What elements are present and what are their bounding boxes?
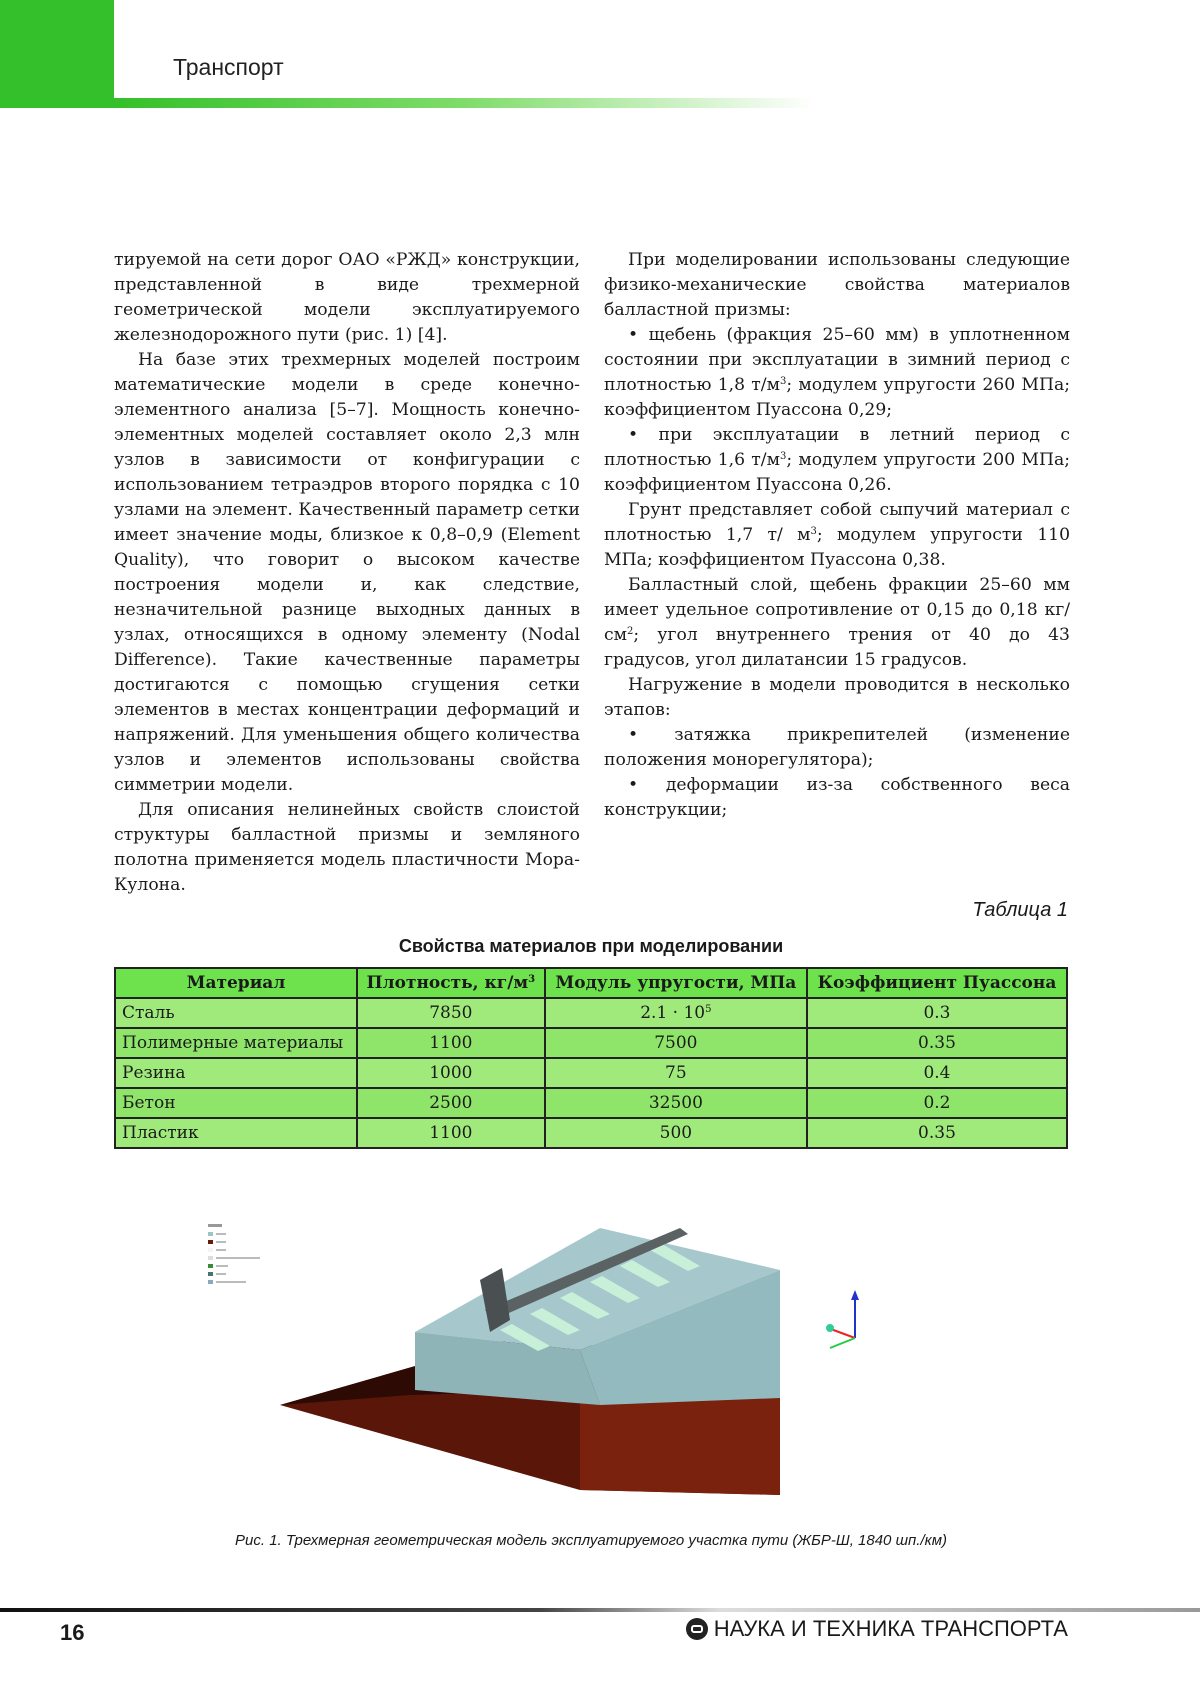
table-cell: 0.4	[807, 1058, 1067, 1088]
table-header-cell: Коэффициент Пуассона	[807, 968, 1067, 998]
page-number: 16	[60, 1620, 85, 1645]
footer-line	[0, 1608, 1200, 1612]
table-cell: 7500	[545, 1028, 807, 1058]
table-cell: 7850	[357, 998, 545, 1028]
journal-title: НАУКА И ТЕХНИКА ТРАНСПОРТА	[713, 1616, 1068, 1641]
table-cell: 75	[545, 1058, 807, 1088]
axes-triad-icon	[826, 1290, 859, 1348]
journal-logo-icon	[686, 1618, 708, 1640]
table-row	[115, 1058, 1067, 1088]
paragraph: Грунт представляет собой сыпучий материал с плотностью 1,7 т/ $м^3$; модулем упругости 110 МПа; коэффициентом Пуассона 0,38.	[604, 500, 1070, 570]
materials-table	[114, 967, 1068, 1149]
table-cell: 1100	[357, 1028, 545, 1058]
table-cell: $2.1 \cdot 10^5$	[545, 998, 807, 1028]
header-green-block	[0, 0, 114, 108]
table-cell: 0.35	[807, 1118, 1067, 1148]
table-header-cell: Плотность, $кг/м^3$	[357, 968, 545, 998]
table-cell: 0.3	[807, 998, 1067, 1028]
paragraph: • при эксплуатации в летний период с плотностью 1,6 $т/м^3$; модулем упругости 200 МПа; коэффициентом Пуассона 0,26.	[604, 425, 1070, 495]
table-title: Свойства материалов при моделировании	[398, 936, 784, 956]
table-header-cell: Материал	[115, 968, 357, 998]
table-cell: 32500	[545, 1088, 807, 1118]
table-cell: Резина	[115, 1058, 357, 1088]
journal-name	[686, 1616, 1068, 1642]
header-gradient-line	[114, 98, 814, 108]
table-cell: 0.2	[807, 1088, 1067, 1118]
table-cell: 1100	[357, 1118, 545, 1148]
right-text-column	[604, 248, 1070, 823]
table-row	[115, 1088, 1067, 1118]
section-title: Транспорт	[173, 54, 284, 80]
table-cell: Полимерные материалы	[115, 1028, 357, 1058]
paragraph: Балластный слой, щебень фракции 25–60 мм имеет удельное сопротивление от 0,15 до 0,18 $кг/см^2$; угол внутреннего трения от 40 до 43 градусов, угол дилатансии 15 градусов.	[604, 575, 1070, 670]
paragraph: Нагружение в модели проводится в несколько этапов:	[604, 675, 1070, 720]
paragraph: • затяжка прикрепителей (изменение положения монорегулятора);	[604, 725, 1070, 770]
table-header-cell: Модуль упругости, МПа	[545, 968, 807, 998]
table-row	[115, 998, 1067, 1028]
figure-legend	[208, 1224, 260, 1284]
paragraph: При моделировании использованы следующие физико-механические свойства материалов балластной призмы:	[604, 250, 1070, 320]
table-caption: Таблица 1	[972, 899, 1068, 921]
figure-caption: Рис. 1. Трехмерная геометрическая модель эксплуатируемого участка пути (ЖБР-Ш, 1840 шп./км)	[235, 1532, 947, 1549]
table-cell: 0.35	[807, 1028, 1067, 1058]
table-cell: 1000	[357, 1058, 545, 1088]
paragraph: • щебень (фракция 25–60 мм) в уплотненном состоянии при эксплуатации в зимний период с плотностью 1,8 $т/м^3$; модулем упругости 260 МПа; коэффициентом Пуассона 0,29;	[604, 325, 1070, 420]
table-cell: Бетон	[115, 1088, 357, 1118]
table-row	[115, 1028, 1067, 1058]
soil-right-face	[580, 1390, 780, 1495]
table-row	[115, 1118, 1067, 1148]
paragraph: На базе этих трехмерных моделей построим математические модели в среде конечно-элементного анализа [5–7]. Мощность конечно-элементных моделей составляет около 2,3 млн узлов в зависимости от конфигурации с использованием тетраэдров второго порядка с 10 узлами на элемент. Качественный параметр сетки имеет значение моды, близкое к 0,8–0,9 (Element Quality), что говорит о высоком качестве построения модели и, как следствие, незначительной разнице выходных данных в узлах, относящихся в одному элементу (Nodal Difference). Такие качественные параметры достигаются с помощью сгущения сетки элементов в местах концентрации деформаций и напряжений. Для уменьшения общего количества узлов и элементов использованы свойства симметрии модели.	[114, 350, 580, 795]
left-text-column	[114, 248, 580, 898]
paragraph: тируемой на сети дорог ОАО «РЖД» конструкции, представленной в виде трехмерной геометрической модели эксплуатируемого железнодорожного пути (рис. 1) [4].	[114, 250, 580, 345]
table-cell: 500	[545, 1118, 807, 1148]
paragraph: • деформации из-за собственного веса конструкции;	[604, 775, 1070, 820]
table-header-row	[115, 968, 1067, 998]
table-cell: 2500	[357, 1088, 545, 1118]
table-cell: Сталь	[115, 998, 357, 1028]
table-cell: Пластик	[115, 1118, 357, 1148]
track-model-figure	[200, 1220, 1000, 1510]
paragraph: Для описания нелинейных свойств слоистой структуры балластной призмы и земляного полотна применяется модель пластичности Мора-Кулона.	[114, 800, 580, 895]
